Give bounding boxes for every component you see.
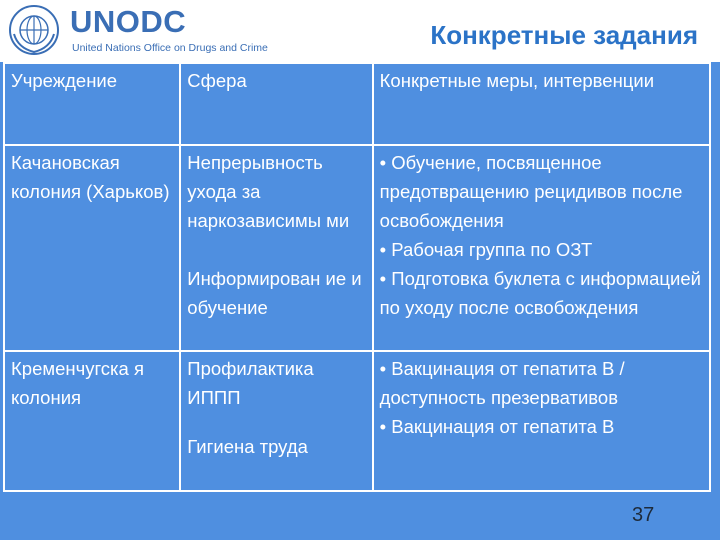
measure-item: • Вакцинация от гепатита В / доступность презервативов — [379, 358, 625, 408]
sphere-item: Профилактика ИППП — [187, 358, 314, 408]
header-measures: Конкретные меры, интервенции — [373, 63, 710, 145]
measures-cell — [373, 145, 710, 351]
sphere-item: Непрерывность ухода за наркозависимы ми — [187, 152, 350, 231]
measure-item: • Подготовка буклета с информацией по уходу после освобождения — [379, 268, 701, 318]
measure-item: • Рабочая группа по ОЗТ — [379, 239, 593, 260]
measures-cell — [373, 351, 710, 491]
table-row — [4, 145, 710, 351]
page-number: 37 — [632, 504, 655, 526]
sphere-cell — [180, 351, 372, 491]
unodc-logo — [8, 4, 308, 56]
institution-cell: Кременчугска я колония — [4, 351, 180, 491]
institution-cell: Качановская колония (Харьков) — [4, 145, 180, 351]
table-row — [4, 351, 710, 491]
header-sphere: Сфера — [180, 63, 372, 145]
measure-item: • Обучение, посвященное предотвращению рецидивов после освобождения — [379, 152, 683, 231]
header-institution: Учреждение — [4, 63, 180, 145]
slide-header — [0, 0, 720, 62]
sphere-cell — [180, 145, 372, 351]
un-emblem-icon — [8, 4, 60, 56]
logo-subtitle: United Nations Office on Drugs and Crime — [72, 42, 268, 54]
sphere-item: Информирован ие и обучение — [187, 268, 362, 318]
logo-wordmark: UNODC — [70, 4, 187, 39]
sphere-item: Гигиена труда — [187, 436, 308, 457]
measure-item: • Вакцинация от гепатита В — [379, 416, 615, 437]
table-header-row — [4, 63, 710, 145]
slide-title: Конкретные задания — [430, 20, 698, 50]
tasks-table — [3, 62, 711, 492]
